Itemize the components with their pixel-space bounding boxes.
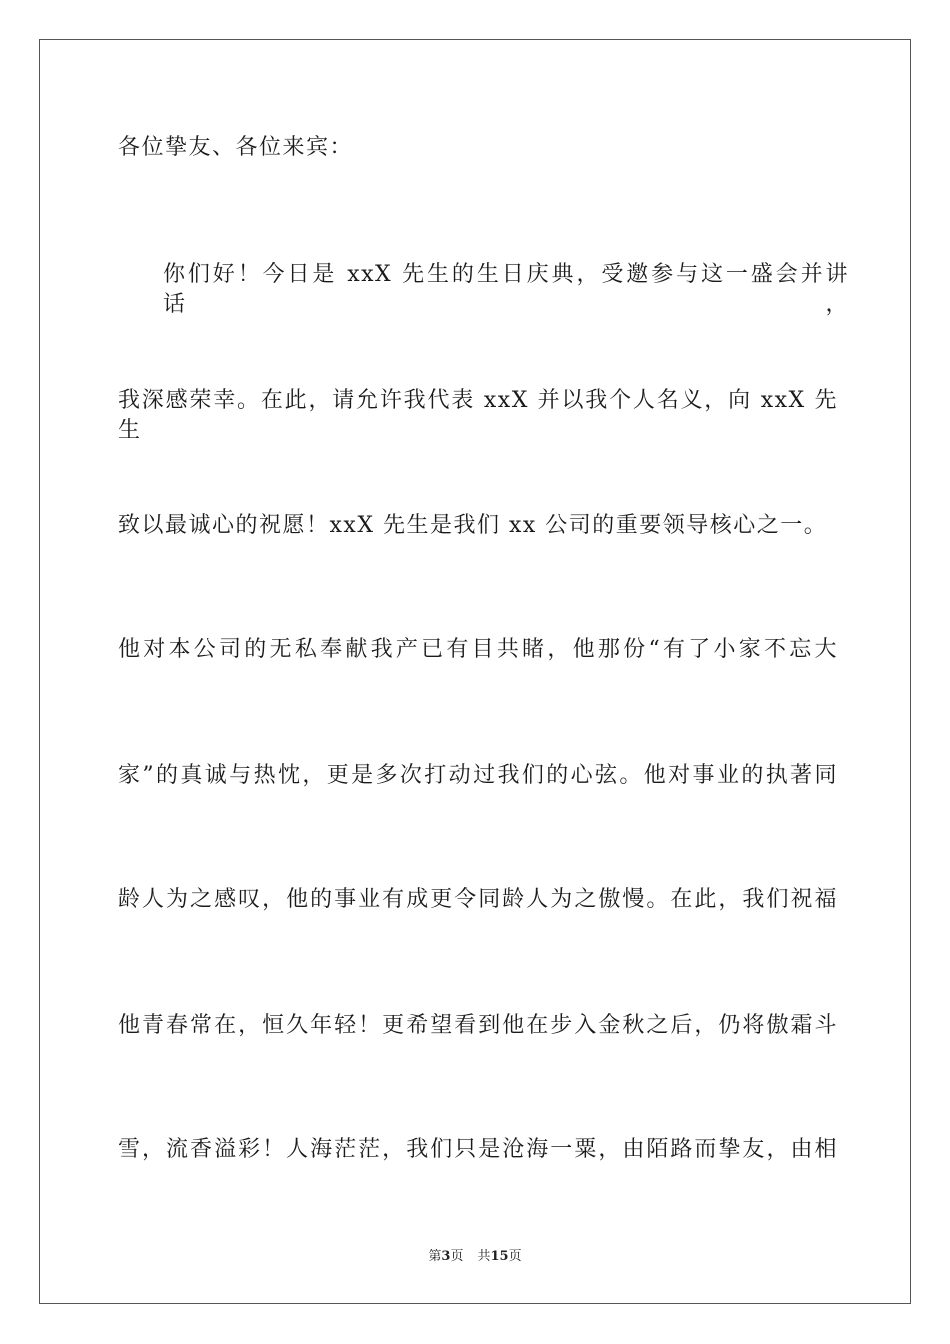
body-line-4: 他对本公司的无私奉献我产已有目共睹，他那份“有了小家不忘大	[118, 637, 838, 662]
body-line-3: 致以最诚心的祝愿！xxX 先生是我们 xx 公司的重要领导核心之一。	[118, 513, 828, 538]
page-border	[39, 39, 911, 1304]
salutation: 各位挚友、各位来宾：	[118, 135, 354, 160]
body-line-1: 你们好！今日是 xxX 先生的生日庆典，受邀参与这一盛会并讲话，	[163, 262, 849, 317]
body-line-8: 雪，流香溢彩！人海茫茫，我们只是沧海一粟，由陌路而挚友，由相	[118, 1137, 838, 1162]
total-prefix: 共	[477, 1249, 491, 1264]
total-suffix: 页	[508, 1249, 522, 1264]
total-pages: 15	[490, 1249, 509, 1264]
body-line-6: 龄人为之感叹，他的事业有成更令同龄人为之傲慢。在此，我们祝福	[118, 887, 838, 912]
page-suffix: 页	[450, 1249, 464, 1264]
body-line-5: 家”的真诚与热忱，更是多次打动过我们的心弦。他对事业的执著同	[118, 763, 838, 788]
page-number: 3	[441, 1249, 451, 1264]
page-prefix: 第	[428, 1249, 442, 1264]
body-line-2: 我深感荣幸。在此，请允许我代表 xxX 并以我个人名义，向 xxX 先生	[118, 388, 838, 443]
body-line-7: 他青春常在，恒久年轻！更希望看到他在步入金秋之后，仍将傲霜斗	[118, 1013, 838, 1038]
page-footer	[0, 1248, 950, 1266]
